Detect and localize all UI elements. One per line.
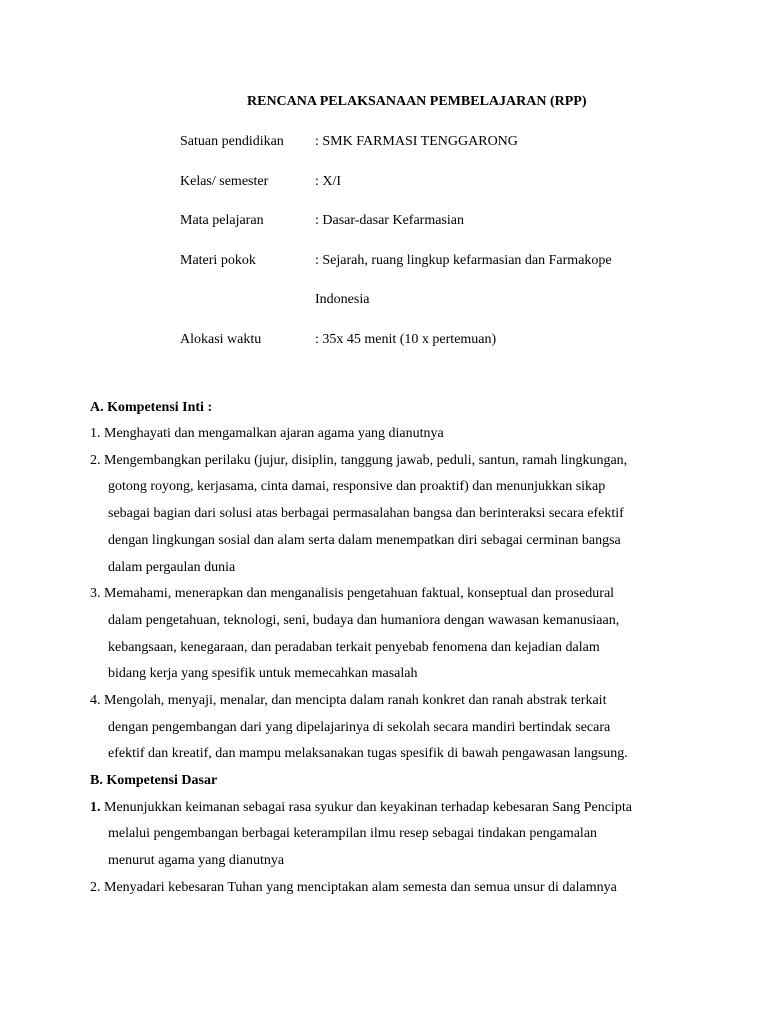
kd-item-1-text: Menunjukkan keimanan sebagai rasa syukur dan keyakinan terhadap kebesaran Sang Pencipta [100,800,632,815]
ki-item-2-line-4: dengan lingkungan sosial dan alam serta dalam menempatkan diri sebagai cerminan bangsa [108,533,621,548]
ki-item-2-line-1: 2. Mengembangkan perilaku (jujur, disiplin, tanggung jawab, peduli, santun, ramah lingkungan, [90,453,628,468]
ki-item-4-line-1: 4. Mengolah, menyaji, menalar, dan mencipta dalam ranah konkret dan ranah abstrak terkait [90,693,607,708]
info-value-materi-cont: Indonesia [315,292,370,307]
kd-item-1-line-3: menurut agama yang dianutnya [108,853,285,868]
section-b-heading: B. Kompetensi Dasar [90,773,218,788]
ki-item-1: 1. Menghayati dan mengamalkan ajaran agama yang dianutnya [90,426,444,441]
kd-item-1-number: 1. [90,800,101,815]
info-value-kelas: : X/I [315,174,342,189]
section-a-heading: A. Kompetensi Inti : [90,400,213,415]
info-label-alokasi: Alokasi waktu [180,332,262,347]
ki-item-3-line-1: 3. Memahami, menerapkan dan menganalisis pengetahuan faktual, konseptual dan prosedural [90,586,615,601]
info-value-alokasi: : 35x 45 menit (10 x pertemuan) [315,332,497,347]
kd-item-1-line-1 [90,799,632,817]
kd-item-2: 2. Menyadari kebesaran Tuhan yang menciptakan alam semesta dan semua unsur di dalamnya [90,880,617,895]
ki-item-3-line-4: bidang kerja yang spesifik untuk memecahkan masalah [108,666,418,681]
ki-item-2-line-2: gotong royong, kerjasama, cinta damai, responsive dan proaktif) dan menunjukkan sikap [108,479,606,494]
document-title: RENCANA PELAKSANAAN PEMBELAJARAN (RPP) [247,94,587,109]
info-value-mapel: : Dasar-dasar Kefarmasian [315,213,464,228]
info-label-kelas: Kelas/ semester [180,174,269,189]
ki-item-4-line-3: efektif dan kreatif, dan mampu melaksanakan tugas spesifik di bawah pengawasan langsung. [108,746,628,761]
info-label-materi: Materi pokok [180,253,256,268]
ki-item-2-line-5: dalam pergaulan dunia [108,560,236,575]
ki-item-4-line-2: dengan pengembangan dari yang dipelajarinya di sekolah secara mandiri bertindak secara [108,720,611,735]
ki-item-3-line-2: dalam pengetahuan, teknologi, seni, budaya dan humaniora dengan wawasan kemanusiaan, [108,613,620,628]
info-label-satuan: Satuan pendidikan [180,134,284,149]
info-value-satuan: : SMK FARMASI TENGGARONG [315,134,518,149]
info-value-materi: : Sejarah, ruang lingkup kefarmasian dan Farmakope [315,253,612,268]
info-label-mapel: Mata pelajaran [180,213,264,228]
ki-item-2-line-3: sebagai bagian dari solusi atas berbagai permasalahan bangsa dan berinteraksi secara efektif [108,506,624,521]
kd-item-1-line-2: melalui pengembangan berbagai keterampilan ilmu resep sebagai tindakan pengamalan [108,826,598,841]
ki-item-3-line-3: kebangsaan, kenegaraan, dan peradaban terkait penyebab fenomena dan kejadian dalam [108,640,600,655]
